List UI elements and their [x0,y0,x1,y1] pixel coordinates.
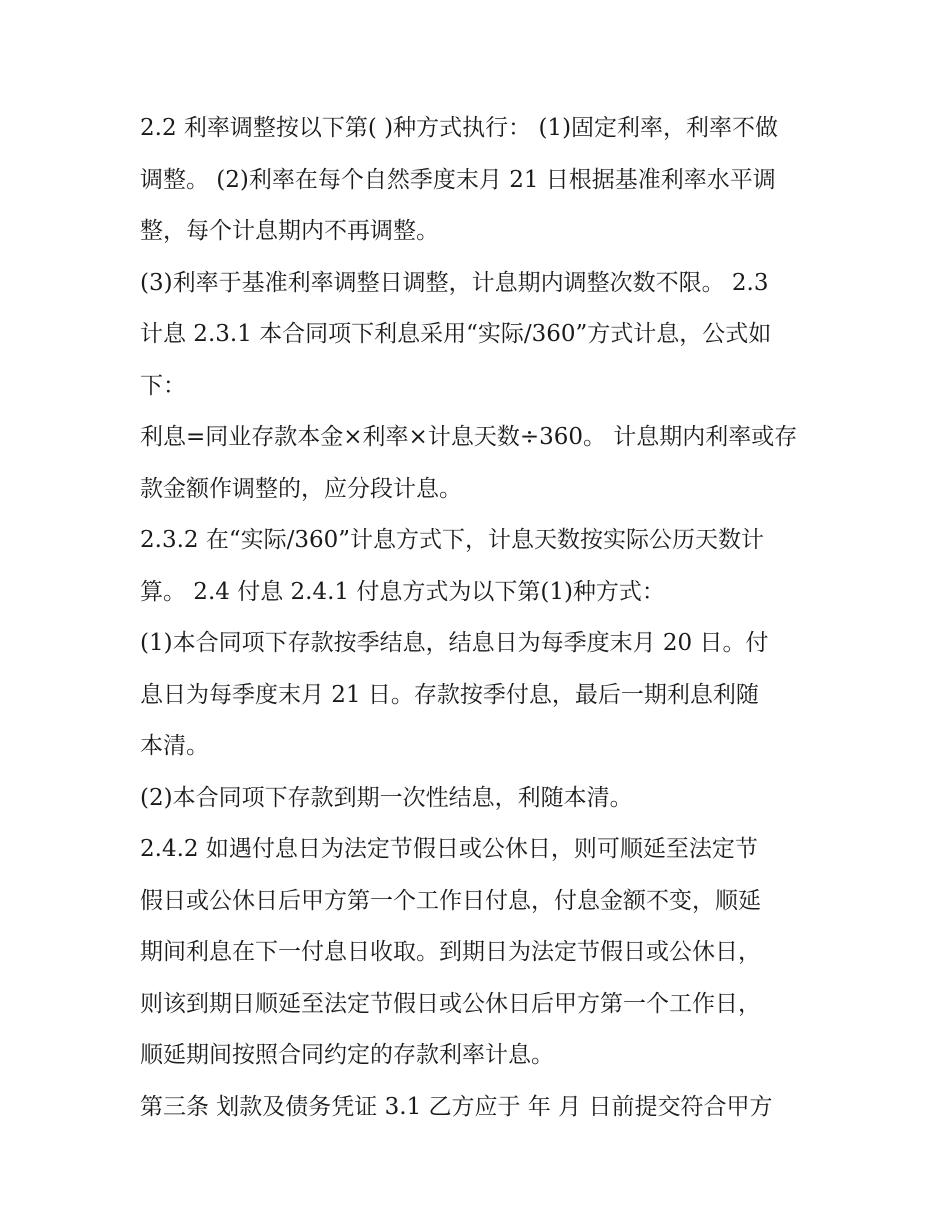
paragraph-interest-adjustment [140,103,830,258]
text-line: 计息 2.3.1 本合同项下利息采用“实际/360”方式计息，公式如 [140,321,772,347]
paragraph-maturity-settlement [140,773,830,825]
text-line: (2)本合同项下存款到期一次性结息，利随本清。 [140,784,633,811]
text-line: 2.4.2 如遇付息日为法定节假日或公休日，则可顺延至法定节 [140,836,758,862]
text-line: 2.3.2 在“实际/360”计息方式下，计息天数按实际公历天数计 [140,527,764,553]
text-line: 则该到期日顺延至法定节假日或公休日后甲方第一个工作日， [140,990,761,1017]
text-line: 算。 2.4 付息 2.4.1 付息方式为以下第(1)种方式： [140,578,665,605]
document-body [140,103,830,1133]
paragraph-interest-calculation [140,258,830,413]
text-line: 利息=同业存款本金×利率×计息天数÷360。 计息期内利率或存 [140,424,798,450]
paragraph-day-count [140,515,830,618]
text-line: 期间利息在下一付息日收取。到期日为法定节假日或公休日， [140,939,761,965]
text-line: 本清。 [140,733,209,759]
text-line: 第三条 划款及债务凭证 3.1 乙方应于 年 月 日前提交符合甲方 [140,1093,773,1120]
paragraph-interest-formula [140,412,830,515]
text-line: 2.2 利率调整按以下第( )种方式执行： (1)固定利率，利率不做 [140,115,779,141]
paragraph-article-three [140,1082,830,1134]
text-line: (1)本合同项下存款按季结息，结息日为每季度末月 20 日。付 [140,630,769,656]
text-line: 息日为每季度末月 21 日。存款按季付息，最后一期利息利随 [140,681,759,708]
text-line: 款金额作调整的，应分段计息。 [140,475,462,502]
text-line: 整，每个计息期内不再调整。 [140,218,439,244]
paragraph-quarterly-settlement [140,618,830,773]
text-line: 下： [140,372,186,399]
text-line: 假日或公休日后甲方第一个工作日付息，付息金额不变，顺延 [140,887,761,914]
paragraph-holiday-rule [140,824,830,1082]
text-line: 调整。 (2)利率在每个自然季度末月 21 日根据基准利率水平调 [140,166,776,193]
text-line: 顺延期间按照合同约定的存款利率计息。 [140,1042,554,1068]
text-line: (3)利率于基准利率调整日调整，计息期内调整次数不限。 2.3 [140,269,769,296]
